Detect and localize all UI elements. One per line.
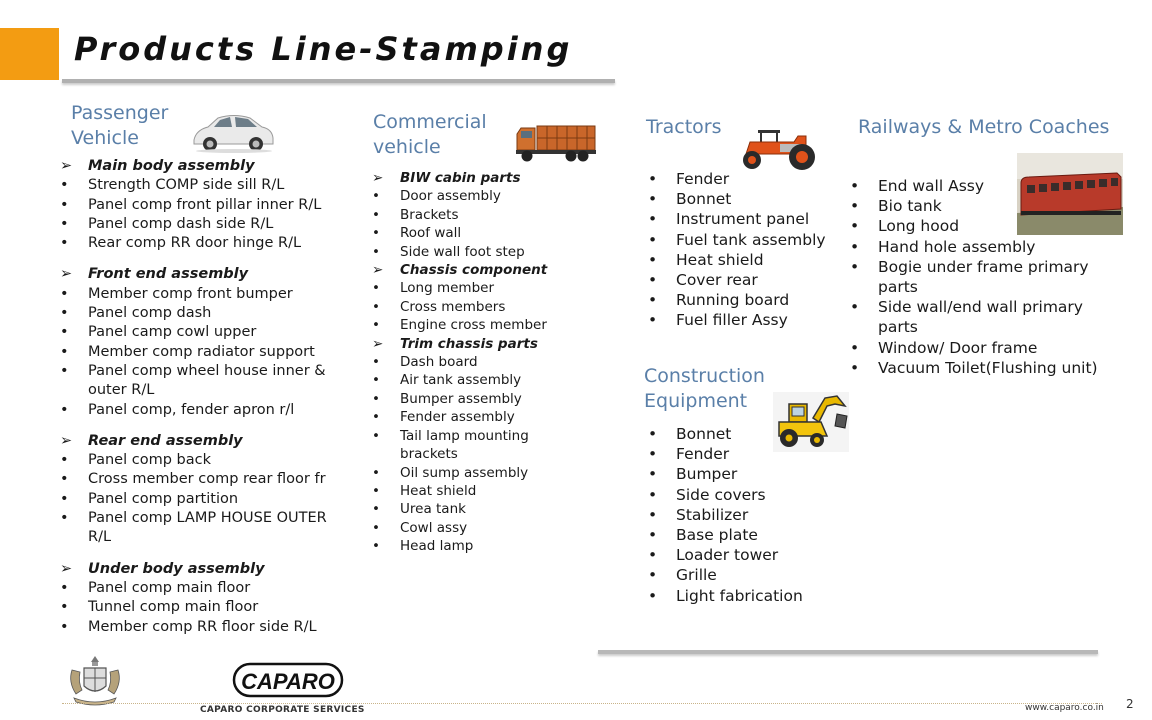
item-text: Tunnel comp main floor [88, 599, 259, 616]
bullet-icon: • [850, 298, 860, 317]
list-item [372, 353, 587, 371]
bullet-icon: • [60, 362, 69, 379]
list-item [372, 390, 587, 408]
item-text: Strength COMP side sill R/L [88, 177, 285, 194]
bottom-rule [598, 650, 1098, 654]
bullet-icon: • [60, 599, 69, 616]
item-text: Bonnet [676, 425, 732, 443]
bullet-icon: • [372, 501, 380, 518]
item-text: Main body assembly [88, 158, 255, 174]
item-text: Cover rear [676, 271, 758, 290]
crest-logo [66, 654, 124, 708]
list-item [60, 401, 350, 420]
list-item [648, 310, 848, 330]
bullet-icon: • [648, 210, 658, 229]
item-text: Fender [676, 445, 730, 464]
arrow-bullet-icon: ➢ [60, 432, 73, 449]
item-text: Hand hole assembly [878, 237, 1036, 256]
group-heading [372, 335, 587, 353]
construction-parts-list [648, 424, 848, 606]
list-item [648, 169, 848, 189]
list-item [60, 451, 350, 470]
list-item [648, 230, 848, 250]
bullet-icon: • [372, 298, 380, 315]
bullet-icon: • [60, 510, 69, 527]
item-text: Fender [676, 170, 730, 188]
bullet-icon: • [60, 235, 69, 252]
list-item [648, 444, 848, 464]
bullet-icon: • [648, 190, 658, 209]
railway-parts-list [850, 176, 1110, 378]
bullet-icon: • [648, 425, 658, 443]
list-item [60, 176, 350, 195]
section-title-railways: Railways & Metro Coaches [858, 116, 1110, 138]
item-text: Side wall/end wall primary parts [878, 298, 1083, 337]
bullet-icon: • [60, 305, 69, 322]
list-item [850, 176, 1110, 196]
arrow-bullet-icon: ➢ [60, 158, 73, 174]
bullet-icon: • [60, 490, 69, 507]
bullet-icon: • [648, 586, 658, 605]
bullet-icon: • [60, 215, 69, 232]
list-item [372, 187, 587, 205]
bullet-icon: • [648, 465, 658, 484]
page-number: 2 [1126, 697, 1134, 711]
item-text: Member comp radiator support [88, 343, 315, 360]
list-item [60, 285, 350, 304]
list-item [372, 243, 587, 261]
bullet-icon: • [372, 427, 380, 444]
item-text: Rear end assembly [88, 432, 243, 449]
item-text: Door assembly [400, 188, 501, 205]
item-text: Oil sump assembly [400, 464, 529, 481]
item-text: Panel comp back [88, 452, 211, 469]
arrow-bullet-icon: ➢ [60, 266, 73, 283]
item-text: Chassis component [400, 262, 548, 279]
item-text: Under body assembly [88, 560, 265, 577]
list-item [648, 485, 848, 505]
bullet-icon: • [648, 271, 658, 290]
bullet-icon: • [648, 311, 658, 330]
bullet-icon: • [372, 188, 380, 205]
list-item [60, 196, 350, 215]
bullet-icon: • [372, 538, 380, 555]
list-item [372, 519, 587, 537]
list-item [60, 490, 350, 509]
item-text: Bumper assembly [400, 390, 522, 407]
bullet-icon: • [60, 196, 69, 213]
item-text: Panel comp wheel house inner & outer R/L [88, 362, 326, 399]
group-heading [372, 261, 587, 279]
item-text: Panel comp, fender apron r/l [88, 401, 295, 418]
tractor-image [736, 120, 826, 172]
footer-url: www.caparo.co.in [1025, 703, 1104, 713]
item-text: Stabilizer [676, 505, 749, 524]
item-text: Head lamp [400, 538, 474, 555]
list-item [60, 323, 350, 342]
list-item [60, 598, 350, 617]
item-text: Long member [400, 280, 494, 297]
list-item [372, 537, 587, 555]
arrow-bullet-icon: ➢ [60, 560, 73, 577]
bullet-icon: • [648, 566, 658, 585]
list-item [850, 216, 1110, 236]
item-text: Tail lamp mounting brackets [400, 427, 529, 463]
list-item [372, 408, 587, 426]
bullet-icon: • [648, 485, 658, 504]
bullet-icon: • [60, 471, 69, 488]
group-heading [372, 169, 587, 187]
item-text: Heat shield [400, 482, 477, 499]
list-item [648, 505, 848, 525]
item-text: Bogie under frame primary parts [878, 257, 1089, 297]
list-item [850, 257, 1110, 297]
section-title-passenger: Passenger Vehicle [71, 102, 169, 149]
item-text: Fuel filler Assy [676, 311, 788, 330]
item-text: Panel comp LAMP HOUSE OUTER R/L [88, 510, 327, 546]
bullet-icon: • [850, 197, 860, 216]
group-heading [60, 265, 350, 284]
list-item [648, 586, 848, 606]
item-text: Front end assembly [88, 266, 249, 283]
item-text: Panel comp front pillar inner R/L [88, 196, 322, 213]
item-text: Panel comp partition [88, 490, 239, 507]
bullet-icon: • [372, 225, 380, 242]
bullet-icon: • [372, 280, 380, 297]
tractor-parts-list [648, 169, 848, 331]
list-item [850, 237, 1110, 257]
arrow-bullet-icon: ➢ [372, 170, 384, 186]
bullet-icon: • [372, 390, 380, 407]
item-text: Bumper [676, 465, 738, 484]
item-text: Brackets [400, 206, 459, 223]
item-text: Member comp RR floor side R/L [88, 618, 317, 635]
item-text: Panel comp main floor [88, 579, 251, 596]
bullet-icon: • [372, 372, 380, 389]
list-item [372, 298, 587, 316]
bullet-icon: • [850, 358, 860, 377]
bullet-icon: • [60, 452, 69, 469]
list-item [648, 565, 848, 585]
list-item [372, 464, 587, 482]
bullet-icon: • [372, 317, 380, 334]
list-item [850, 297, 1110, 337]
item-text: Vacuum Toilet(Flushing unit) [878, 358, 1098, 377]
bullet-icon: • [60, 618, 69, 635]
list-item [60, 579, 350, 598]
footer-divider [62, 703, 1102, 704]
list-item [60, 343, 350, 362]
list-item [648, 545, 848, 565]
item-text: End wall Assy [878, 177, 985, 195]
passenger-parts-list [60, 157, 350, 637]
list-item [372, 224, 587, 242]
list-item [60, 304, 350, 323]
item-text: Roof wall [400, 225, 462, 242]
accent-block [0, 28, 59, 80]
list-item [372, 316, 587, 334]
bullet-icon: • [648, 250, 658, 269]
list-item [60, 509, 350, 548]
bullet-icon: • [372, 464, 380, 481]
item-text: Trim chassis parts [400, 335, 538, 352]
list-item [372, 371, 587, 389]
item-text: Window/ Door frame [878, 338, 1038, 357]
list-item [648, 189, 848, 209]
group-heading [60, 560, 350, 579]
list-item [372, 482, 587, 500]
list-item [60, 234, 350, 253]
item-text: Cross members [400, 298, 506, 315]
item-text: Running board [676, 291, 790, 310]
bullet-icon: • [372, 519, 380, 536]
arrow-bullet-icon: ➢ [372, 335, 384, 352]
list-item [850, 196, 1110, 216]
bullet-icon: • [850, 257, 860, 276]
car-image [190, 108, 276, 154]
list-item [60, 362, 350, 401]
item-text: Fender assembly [400, 409, 515, 426]
item-text: Fuel tank assembly [676, 230, 826, 249]
item-text: Cowl assy [400, 519, 468, 536]
item-text: Light fabrication [676, 586, 803, 605]
list-item [60, 618, 350, 637]
bullet-icon: • [372, 206, 380, 223]
list-item [648, 464, 848, 484]
list-item [648, 270, 848, 290]
section-title-commercial: Commercial vehicle [373, 111, 487, 158]
bullet-icon: • [372, 243, 380, 260]
list-item [372, 500, 587, 518]
item-text: Cross member comp rear floor fr [88, 471, 326, 488]
bullet-icon: • [648, 291, 658, 310]
list-item [60, 470, 350, 489]
caparo-logo-text: CAPARO [241, 669, 335, 694]
bullet-icon: • [60, 177, 69, 194]
item-text: Panel comp dash [88, 305, 212, 322]
list-item [648, 290, 848, 310]
item-text: Member comp front bumper [88, 285, 293, 302]
bullet-icon: • [850, 237, 860, 256]
item-text: Urea tank [400, 501, 466, 518]
bullet-icon: • [850, 217, 860, 236]
bullet-icon: • [648, 546, 658, 565]
bullet-icon: • [850, 177, 860, 195]
item-text: Dash board [400, 354, 478, 371]
bullet-icon: • [648, 526, 658, 545]
item-text: Bonnet [676, 190, 732, 209]
item-text: Rear comp RR door hinge R/L [88, 235, 302, 252]
bullet-icon: • [60, 285, 69, 302]
bullet-icon: • [60, 324, 69, 341]
item-text: Panel comp dash side R/L [88, 215, 274, 232]
bullet-icon: • [372, 354, 380, 371]
item-text: Side wall foot step [400, 243, 525, 260]
item-text: Engine cross member [400, 317, 547, 334]
item-text: Base plate [676, 526, 758, 545]
bullet-icon: • [372, 482, 380, 499]
group-heading [60, 432, 350, 451]
bullet-icon: • [60, 401, 69, 418]
item-text: Side covers [676, 485, 766, 504]
list-item [60, 215, 350, 234]
page-title: Products Line-Stamping [74, 30, 573, 68]
item-text: Instrument panel [676, 210, 810, 229]
bullet-icon: • [648, 505, 658, 524]
item-text: Panel camp cowl upper [88, 324, 257, 341]
bullet-icon: • [372, 409, 380, 426]
footer-company: CAPARO CORPORATE SERVICES [200, 705, 365, 715]
title-underline [62, 79, 615, 83]
commercial-parts-list [372, 169, 587, 556]
section-title-tractors: Tractors [646, 116, 722, 138]
list-item [372, 279, 587, 297]
item-text: Loader tower [676, 546, 779, 565]
list-item [648, 424, 848, 444]
item-text: BIW cabin parts [400, 170, 521, 186]
group-heading [60, 157, 350, 176]
item-text: Grille [676, 566, 717, 585]
list-item [372, 206, 587, 224]
truck-image [515, 120, 597, 164]
list-item [850, 358, 1110, 378]
bullet-icon: • [648, 445, 658, 464]
item-text: Bio tank [878, 197, 942, 216]
list-item [372, 427, 587, 464]
list-item [648, 525, 848, 545]
item-text: Air tank assembly [400, 372, 522, 389]
section-title-construction: Construction Equipment [644, 365, 765, 412]
list-item [648, 209, 848, 229]
bullet-icon: • [648, 170, 658, 188]
bullet-icon: • [850, 338, 860, 357]
bullet-icon: • [60, 579, 69, 596]
arrow-bullet-icon: ➢ [372, 262, 384, 279]
list-item [850, 338, 1110, 358]
caparo-logo [232, 660, 346, 700]
item-text: Long hood [878, 217, 960, 236]
bullet-icon: • [60, 343, 69, 360]
list-item [648, 250, 848, 270]
item-text: Heat shield [676, 250, 764, 269]
bullet-icon: • [648, 230, 658, 249]
